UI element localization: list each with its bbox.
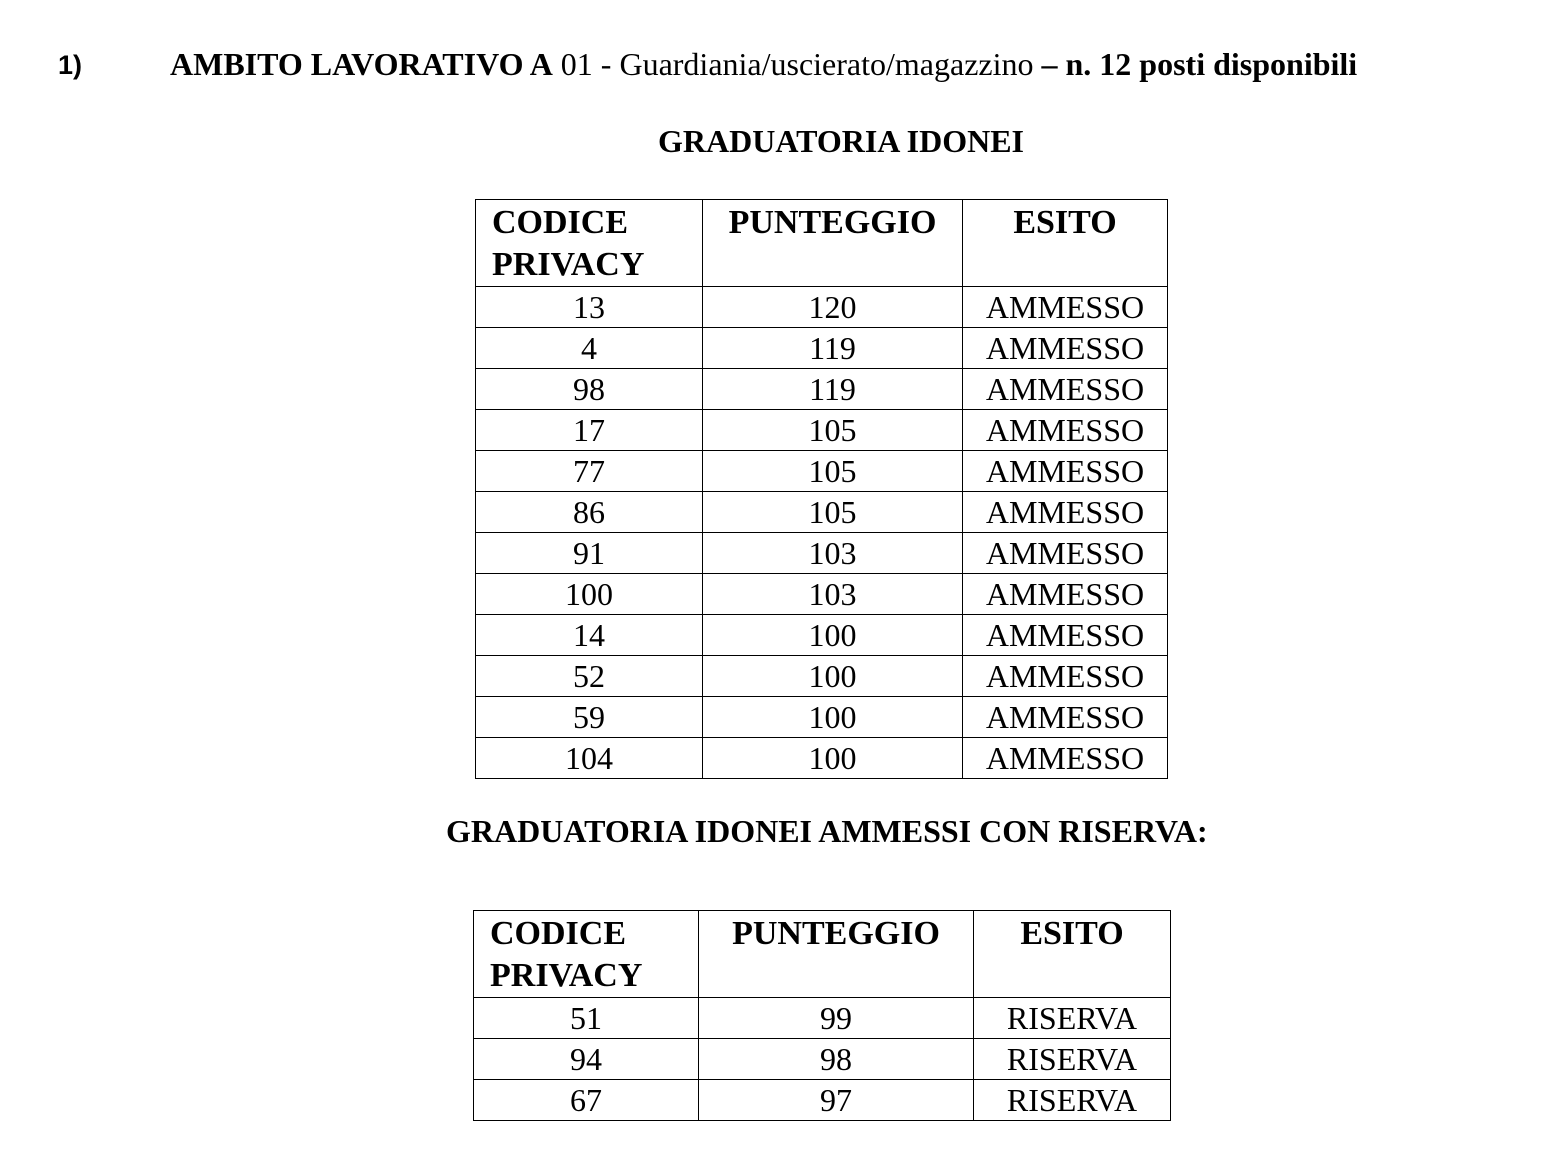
header-punteggio: PUNTEGGIO (699, 911, 974, 998)
header-codice-privacy: CODICE PRIVACY (476, 200, 703, 287)
heading-text (170, 46, 1357, 83)
heading-suffix: – n. 12 posti disponibili (1041, 46, 1358, 82)
cell-codice: 98 (476, 369, 703, 410)
cell-esito: AMMESSO (963, 410, 1168, 451)
cell-punteggio: 105 (703, 492, 963, 533)
cell-codice: 13 (476, 287, 703, 328)
ranking-title: GRADUATORIA IDONEI (658, 123, 1024, 159)
cell-esito: AMMESSO (963, 738, 1168, 779)
cell-punteggio: 100 (703, 615, 963, 656)
cell-punteggio: 100 (703, 656, 963, 697)
cell-codice: 104 (476, 738, 703, 779)
cell-esito: AMMESSO (963, 287, 1168, 328)
heading-prefix: AMBITO LAVORATIVO A (170, 46, 553, 82)
cell-codice: 52 (476, 656, 703, 697)
table-header-row (476, 200, 1168, 287)
table-row (474, 998, 1171, 1039)
cell-codice: 94 (474, 1039, 699, 1080)
header-punteggio: PUNTEGGIO (703, 200, 963, 287)
table-header-row (474, 911, 1171, 998)
cell-codice: 17 (476, 410, 703, 451)
cell-esito: AMMESSO (963, 451, 1168, 492)
cell-esito: AMMESSO (963, 697, 1168, 738)
cell-codice: 91 (476, 533, 703, 574)
table-row (476, 574, 1168, 615)
table-row (476, 697, 1168, 738)
cell-codice: 59 (476, 697, 703, 738)
header-codice-privacy: CODICE PRIVACY (474, 911, 699, 998)
heading-middle: 01 - Guardiania/uscierato/magazzino (552, 46, 1042, 82)
cell-esito: AMMESSO (963, 615, 1168, 656)
cell-punteggio: 97 (699, 1080, 974, 1121)
cell-esito: AMMESSO (963, 492, 1168, 533)
cell-esito: RISERVA (974, 1080, 1171, 1121)
cell-codice: 77 (476, 451, 703, 492)
table-row (476, 287, 1168, 328)
table-row (476, 410, 1168, 451)
cell-esito: AMMESSO (963, 574, 1168, 615)
table-row (476, 656, 1168, 697)
cell-esito: RISERVA (974, 1039, 1171, 1080)
cell-punteggio: 100 (703, 738, 963, 779)
table-row (476, 451, 1168, 492)
cell-codice: 4 (476, 328, 703, 369)
table-row (474, 1080, 1171, 1121)
table-row (476, 615, 1168, 656)
ranking-table (475, 199, 1168, 779)
header-esito: ESITO (963, 200, 1168, 287)
cell-codice: 86 (476, 492, 703, 533)
cell-esito: AMMESSO (963, 656, 1168, 697)
cell-punteggio: 98 (699, 1039, 974, 1080)
cell-punteggio: 103 (703, 533, 963, 574)
table-row (476, 492, 1168, 533)
cell-punteggio: 119 (703, 328, 963, 369)
cell-esito: AMMESSO (963, 369, 1168, 410)
section-heading (0, 46, 1558, 90)
cell-punteggio: 99 (699, 998, 974, 1039)
reserve-ranking-table (473, 910, 1171, 1121)
table-row (476, 738, 1168, 779)
cell-codice: 14 (476, 615, 703, 656)
table-row (476, 328, 1168, 369)
table-row (476, 369, 1168, 410)
cell-codice: 100 (476, 574, 703, 615)
cell-punteggio: 105 (703, 410, 963, 451)
cell-punteggio: 120 (703, 287, 963, 328)
cell-punteggio: 103 (703, 574, 963, 615)
cell-codice: 67 (474, 1080, 699, 1121)
cell-esito: RISERVA (974, 998, 1171, 1039)
cell-esito: AMMESSO (963, 533, 1168, 574)
cell-punteggio: 105 (703, 451, 963, 492)
header-esito: ESITO (974, 911, 1171, 998)
cell-codice: 51 (474, 998, 699, 1039)
table-row (476, 533, 1168, 574)
cell-esito: AMMESSO (963, 328, 1168, 369)
reserve-ranking-title: GRADUATORIA IDONEI AMMESSI CON RISERVA: (446, 813, 1208, 849)
item-number: 1) (58, 50, 83, 80)
cell-punteggio: 119 (703, 369, 963, 410)
cell-punteggio: 100 (703, 697, 963, 738)
table-row (474, 1039, 1171, 1080)
